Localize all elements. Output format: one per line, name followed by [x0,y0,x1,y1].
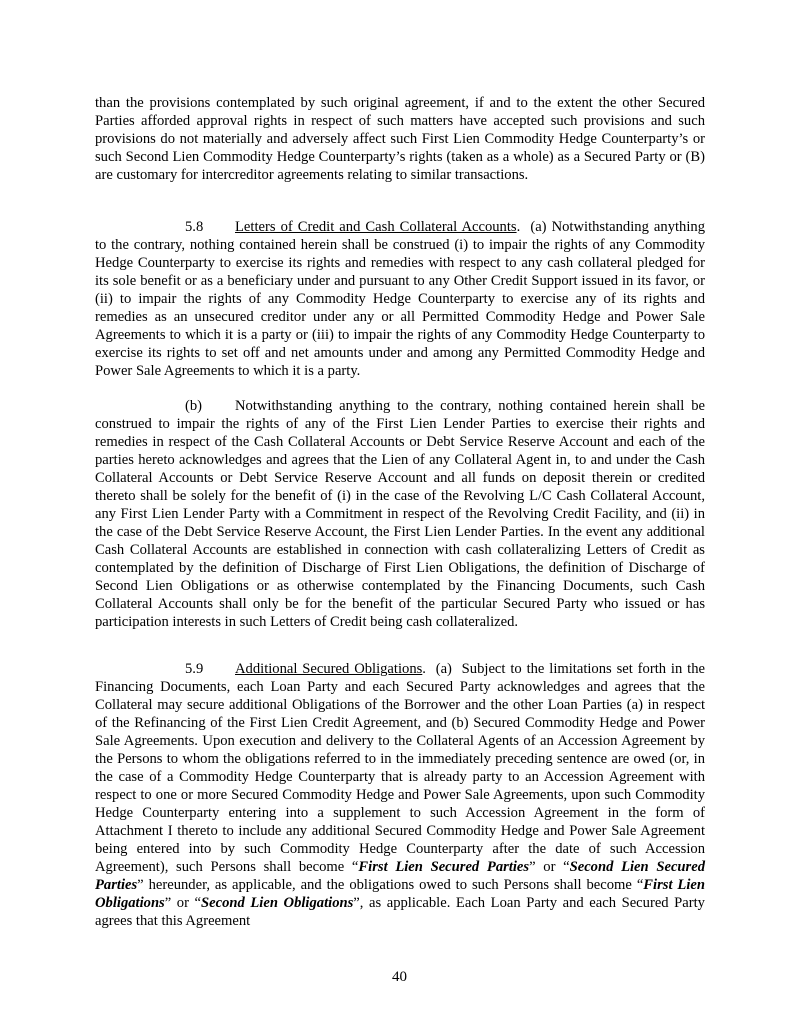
body-text: ”, as applicable. Each Loan Party and each Secured Party agrees that this Agreement [95,895,705,929]
heading-period: . [422,661,426,677]
section-body: (a) Subject to the limitations set forth in the Financing Documents, each Loan Party and each Secured Party acknowledges and agrees that the Collateral may secure additional Obligations of the Borrower and the other Loan Parties (a) in respect of the Refinancing of the First Lien Credit Agreement, and (b) Secured Commodity Hedge and Power Sale Agreements. Upon execution and delivery to the Collateral Agents of an Accession Agreement by the Persons to whom the obligations referred to in the immediately preceding sentence are owed (or, in the case of a Commodity Hedge Counterparty that is already party to an Accession Agreement with respect to one or more Secured Commodity Hedge and Power Sale Agreements, upon such Commodity Hedge Counterparty entering into a supplement to such Accession Agreement in the form of Attachment I thereto to include any additional Secured Commodity Hedge and Power Sale Agreement being entered into by such Commodity Hedge Counterparty after the date of such Accession Agreement), such Persons shall become “ [95,661,705,875]
section-5-9-paragraph [95,660,705,930]
paragraph-text: than the provisions contemplated by such original agreement, if and to the extent the other Secured Parties afforded approval rights in respect of such matters have accepted such provisions and such provisions do not materially and adversely affect such First Lien Commodity Hedge Counterparty’s or such Second Lien Commodity Hedge Counterparty’s rights (taken as a whole) as a Secured Party or (B) are customary for intercreditor agreements relating to similar transactions. [95,95,705,183]
subsection-body: Notwithstanding anything to the contrary, nothing contained herein shall be construed to impair the rights of any of the First Lien Lender Parties to exercise their rights and remedies in respect of the Cash Collateral Accounts or Debt Service Reserve Account and each of the parties hereto acknowledges and agrees that the Lien of any Collateral Agent in, to and under the Cash Collateral Accounts or Debt Service Reserve Account and all funds on deposit therein or credited thereto shall be solely for the benefit of (i) in the case of the Revolving L/C Cash Collateral Account, any First Lien Lender Party with a Commitment in respect of the Revolving Credit Facility, and (ii) in the case of the Debt Service Reserve Account, the First Lien Lender Parties. In the event any additional Cash Collateral Accounts are established in connection with cash collateralizing Letters of Credit as contemplated by the definition of Discharge of First Lien Obligations, the definition of Discharge of Second Lien Obligations or as otherwise contemplated by the Financing Documents, such Cash Collateral Accounts shall only be for the benefit of the particular Secured Party who issued or has participation interests in such Letters of Credit being cash collateralized. [95,398,705,630]
section-number: 5.9 [185,661,204,677]
defined-term: Second Lien Secured Parties [95,859,705,893]
body-text: ” hereunder, as applicable, and the obligations owed to such Persons shall become “ [137,877,644,893]
subsection-b-paragraph [95,397,705,631]
section-number: 5.8 [185,219,204,235]
subsection-label: (b) [185,398,203,414]
body-text: ” or “ [529,859,570,875]
section-5-8-paragraph [95,218,705,380]
section-heading: Letters of Credit and Cash Collateral Accounts [235,219,517,235]
defined-term: First Lien Secured Parties [358,859,530,875]
defined-term: First Lien Obligations [95,877,705,911]
page-number: 40 [392,969,407,985]
section-body: (a) Notwithstanding anything to the contrary, nothing contained herein shall be construed (i) to impair the rights of any Commodity Hedge Counterparty to exercise its rights and remedies with respect to any cash collateral pledged for its sole benefit or as a beneficiary under and pursuant to any Other Credit Support issued in its favor, or (ii) to impair the rights of any Commodity Hedge Counterparty to exercise any of its rights and remedies as an unsecured creditor under any or all Permitted Commodity Hedge and Power Sale Agreements to which it is a party or (iii) to impair the rights of any Commodity Hedge Counterparty to exercise its rights to set off and net amounts under and among any Permitted Commodity Hedge and Power Sale Agreements to which it is a party. [95,219,706,379]
body-text: ” or “ [164,895,202,911]
heading-period: . [516,219,521,235]
section-heading: Additional Secured Obligations [235,661,423,677]
paragraph-continuation [95,94,705,184]
defined-term: Second Lien Obligations [201,895,354,911]
